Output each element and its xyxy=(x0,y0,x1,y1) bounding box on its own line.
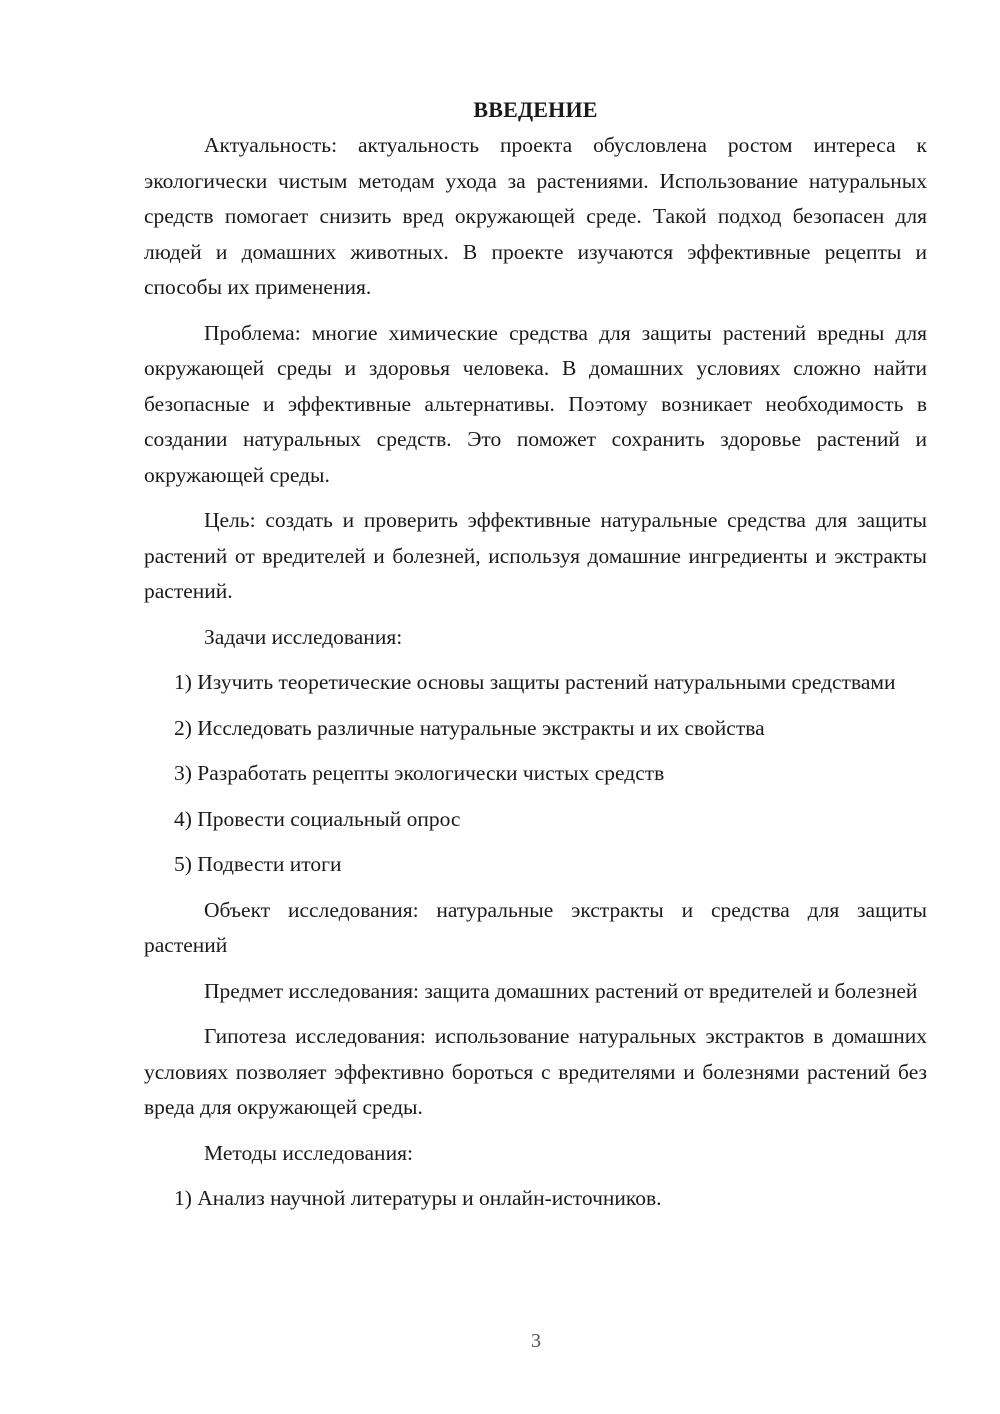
problem-paragraph: Проблема: многие химические средства для защиты растений вредны для окружающей среды и здоровья человека. В домашних условиях сложно найти безопасные и эффективные альтернативы. Поэтому возникает необходимость в создании натуральных средств. Это поможет сохранить здоровье растений и окружающей среды. xyxy=(144,320,927,487)
page-number: 3 xyxy=(531,1330,541,1352)
relevance-paragraph: Актуальность: актуальность проекта обусловлена ростом интереса к экологически чистым методам ухода за растениями. Использование натуральных средств помогает снизить вред окружающей среде. Такой подход безопасен для людей и домашних животных. В проекте изучаются эффективные рецепты и способы их применения. xyxy=(144,133,927,299)
object-paragraph: Объект исследования: натуральные экстракты и средства для защиты растений xyxy=(144,897,927,957)
task-item-3: 3) Разработать рецепты экологически чистых средств xyxy=(174,761,665,785)
task-item-5: 5) Подвести итоги xyxy=(174,852,342,876)
subject-paragraph: Предмет исследования: защита домашних растений от вредителей и болезней xyxy=(204,978,918,1003)
tasks-heading: Задачи исследования: xyxy=(204,624,403,649)
task-item-2: 2) Исследовать различные натуральные экстракты и их свойства xyxy=(174,715,765,740)
task-item-1: 1) Изучить теоретические основы защиты растений натуральными средствами xyxy=(174,670,896,694)
page-title: ВВЕДЕНИЕ xyxy=(473,97,598,122)
goal-paragraph: Цель: создать и проверить эффективные натуральные средства для защиты растений от вредителей и болезней, используя домашние ингредиенты и экстракты растений. xyxy=(144,508,927,603)
methods-heading: Методы исследования: xyxy=(204,1140,413,1165)
document-page xyxy=(144,92,927,1227)
task-item-4: 4) Провести социальный опрос xyxy=(174,806,461,831)
hypothesis-paragraph: Гипотеза исследования: использование натуральных экстрактов в домашних условиях позволяет эффективно бороться с вредителями и болезнями растений без вреда для окружающей среды. xyxy=(144,1024,927,1119)
method-item-1: 1) Анализ научной литературы и онлайн-источников. xyxy=(174,1186,662,1210)
